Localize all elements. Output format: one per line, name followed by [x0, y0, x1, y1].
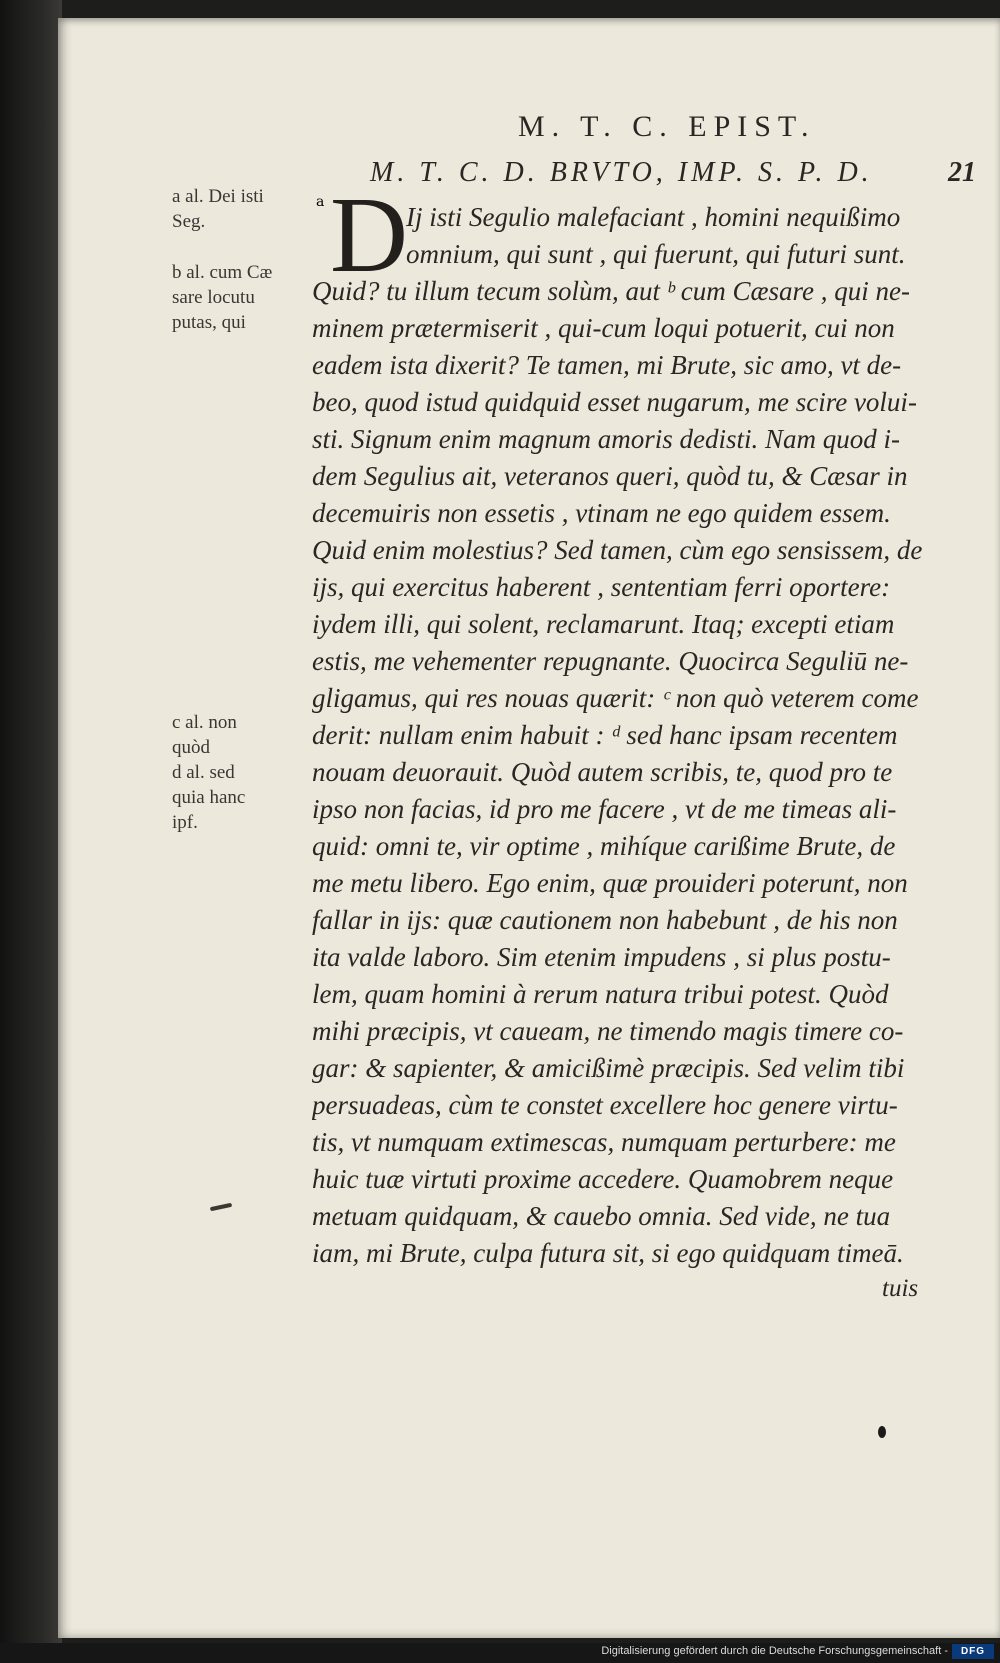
body-line-20: fallar in ijs: quæ cautionem non habebunt , de his non [312, 905, 898, 935]
body-line-9: decemuiris non essetis , vtinam ne ego quidem essem. [312, 498, 891, 528]
body-line-1: Ij isti Segulio malefaciant , homini nequißimo [406, 202, 901, 232]
body-line-22: lem, quam homini à rerum natura tribui potest. Quòd [312, 979, 889, 1009]
body-line-26: tis, vt numquam extimescas, numquam perturbere: me [312, 1127, 896, 1157]
scan-edge-shadow [0, 0, 62, 1663]
dfg-logo: DFG [952, 1644, 994, 1659]
body-line-16: nouam deuorauit. Quòd autem scribis, te, quod pro te [312, 757, 893, 787]
body-line-28: metuam quidquam, & cauebo omnia. Sed vide, ne tua [312, 1201, 891, 1231]
ink-dash-mark [210, 1203, 232, 1211]
body-line-24: gar: & sapienter, & amicißimè præcipis. Sed velim tibi [312, 1053, 905, 1083]
letter-heading: M. T. C. D. BRVTO, IMP. S. P. D. [370, 157, 873, 188]
catchword: tuis [882, 1275, 919, 1302]
body-line-14: gligamus, qui res nouas quærit: ᶜ non quò veterem come [312, 683, 919, 713]
body-line-15: derit: nullam enim habuit : ᵈ sed hanc ipsam recentem [312, 720, 898, 750]
letter-body [312, 199, 944, 1272]
body-line-6: beo, quod istud quidquid esset nugarum, me scire volui- [312, 387, 917, 417]
body-line-18: quid: omni te, vir optime , mihíque carißime Brute, de [312, 831, 896, 861]
body-line-11: ijs, qui exercitus haberent , sententiam ferri oportere: [312, 572, 891, 602]
funding-credit: Digitalisierung gefördert durch die Deutsche Forschungsgemeinschaft - [601, 1645, 948, 1657]
body-line-19: me metu libero. Ego enim, quæ prouideri poterunt, non [312, 868, 908, 898]
marginal-note-c-d: c al. non quòd d al. sed quia hanc ipf. [172, 712, 246, 833]
book-page: M. T. C. EPIST. M. T. C. D. BRVTO, IMP. S. P. D. 21 a al. Dei isti Seg. b al. cum Cæ sare locutu putas, qui c al. non quòd d al. sed quia hanc ipf. a D Ij isti Segulio malefaciant , homini nequißimo omnium, qui sunt , qui fuerunt, qui futuri sunt. Quid? tu illum tecum solùm, aut ᵇ cum Cæsare , qui ne- minem prætermiserit , qui-cum loqui potuerit, cui non eadem ista dixerit? Te tamen, mi Brute, sic amo, vt de- beo, quod istud quidquid esset nugarum, me scire volui- sti. Signum enim magnum amoris dedisti. Nam quod i- dem Segulius ait, veteranos queri, quòd tu, & Cæsar in decemuiris non essetis , vtinam ne ego quidem essem. Quid enim molestius? Sed tamen, cùm ego sensissem, de ijs, qui exercitus haberent , sententiam ferri oportere: iydem illi, qui solent, reclamarunt. Itaq; excepti etiam estis, me vehementer repugnante. Quocirca Seguliū ne- gligamus, qui res nouas quærit: ᶜ non quò veterem come derit: nullam enim habuit : ᵈ sed hanc ipsam recentem nouam deuorauit. Quòd autem scribis, te, quod pro te ipso non facias, id pro me facere , vt de me timeas ali- quid: omni te, vir optime , mihíque carißime Brute, de me metu libero. Ego enim, quæ prouideri poterunt, non fallar in ijs: quæ cautionem non habebunt , de his non ita valde laboro. Sim etenim impudens , si plus postu- lem, quam homini à rerum natura tribui potest. Quòd mihi præcipis, vt caueam, ne timendo magis timere co- gar: & sapienter, & amicißimè præcipis. Sed velim tibi persuadeas, cùm te constet excellere hoc genere virtu- tis, vt numquam extimescas, numquam perturbere: me huic tuæ virtuti proxime accedere. Quamobrem neque metuam quidquam, & cauebo omnia. Sed vide, ne tua iam, mi Brute, culpa futura sit, si ego quidquam timeā. tuis [58, 18, 1000, 1638]
ink-blot [878, 1426, 886, 1438]
body-line-8: dem Segulius ait, veteranos queri, quòd tu, & Cæsar in [312, 461, 908, 491]
body-line-7: sti. Signum enim magnum amoris dedisti. Nam quod i- [312, 424, 901, 454]
drop-cap: D [330, 176, 408, 295]
body-line-29: iam, mi Brute, culpa futura sit, si ego quidquam timeā. [312, 1238, 904, 1268]
body-line-12: iydem illi, qui solent, reclamarunt. Itaq; excepti etiam [312, 609, 895, 639]
marginal-note-b: b al. cum Cæ sare locutu putas, qui [172, 262, 273, 333]
body-line-21: ita valde laboro. Sim etenim impudens , si plus postu- [312, 942, 891, 972]
body-line-27: huic tuæ virtuti proxime accedere. Quamobrem neque [312, 1164, 894, 1194]
body-line-25: persuadeas, cùm te constet excellere hoc genere virtu- [312, 1090, 898, 1120]
body-line-5: eadem ista dixerit? Te tamen, mi Brute, sic amo, vt de- [312, 350, 902, 380]
marginal-note-a: a al. Dei isti Seg. [172, 186, 264, 232]
running-head: M. T. C. EPIST. [518, 110, 816, 143]
body-line-17: ipso non facias, id pro me facere , vt de me timeas ali- [312, 794, 897, 824]
body-line-4: minem prætermiserit , qui-cum loqui potuerit, cui non [312, 313, 895, 343]
body-line-13: estis, me vehementer repugnante. Quocirca Seguliū ne- [312, 646, 909, 676]
body-line-10: Quid enim molestius? Sed tamen, cùm ego sensissem, de [312, 535, 923, 565]
body-line-2: omnium, qui sunt , qui fuerunt, qui futuri sunt. [406, 239, 906, 269]
body-line-3: Quid? tu illum tecum solùm, aut ᵇ cum Cæsare , qui ne- [312, 276, 910, 306]
page-number: 21 [948, 157, 976, 188]
body-line-23: mihi præcipis, vt caueam, ne timendo magis timere co- [312, 1016, 904, 1046]
